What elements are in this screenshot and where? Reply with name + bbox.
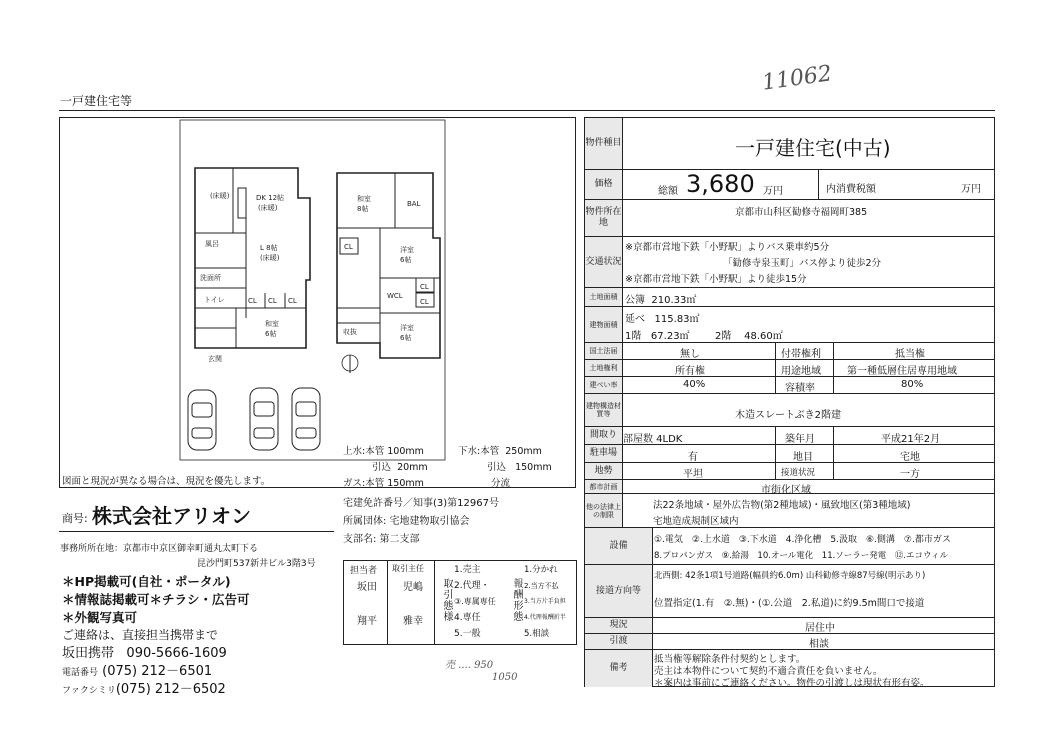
gas-type: 分流	[491, 478, 511, 489]
handwritten-note: 1050	[492, 672, 518, 683]
mode-label: 取引態様	[441, 578, 452, 622]
company-label: 商号:	[62, 512, 88, 525]
category-heading: 一戸建住宅等	[60, 94, 133, 108]
room-label: CL	[248, 297, 257, 305]
sewer-main: 下水:本管 250mm	[458, 446, 542, 457]
row-price: 価格 総額 3,680 万円 内消費税額 万円	[585, 170, 994, 200]
status: 居住中	[805, 623, 835, 634]
row-location: 物件所在地 京都市山科区勧修寺福岡町385	[585, 200, 994, 237]
laws-line: 法22条地域・屋外広告物(第2種地域)・風致地区(第3種地域)	[653, 500, 911, 511]
room-label: CL	[344, 243, 353, 251]
public-land: 無し	[680, 349, 700, 360]
floorplan-drawing	[60, 118, 577, 489]
water-draw: 引込 20mm	[372, 462, 428, 473]
built-label: 築年月	[785, 434, 815, 445]
room-label: CL	[288, 297, 297, 305]
row-terrain: 地勢 平坦 接道状況 一方	[585, 463, 994, 480]
room-label: (床暖)	[260, 254, 280, 262]
row-land-area: 土地面積 公簿 210.33㎡	[585, 288, 994, 307]
traffic-line: ※京都市営地下鉄「小野駅」より徒歩15分	[625, 274, 807, 285]
parking-cars	[188, 388, 320, 450]
heading-rule	[59, 110, 995, 111]
room-label: 6帖	[265, 330, 277, 338]
room-label: (床暖)	[258, 204, 278, 212]
terrain: 平坦	[683, 469, 703, 480]
zoning: 第一種低層住居専用地域	[847, 366, 957, 377]
property-table	[584, 117, 995, 687]
room-label: 8帖	[357, 205, 369, 213]
parking: 有	[688, 452, 698, 463]
tax-unit: 万円	[961, 184, 981, 195]
fee-list: 1.分かれ 2.当方不払 3.当方片手負担 4.代理報酬折半 5.相談	[524, 565, 566, 639]
handwritten-note: 売 .... 950	[445, 660, 494, 671]
zoning-label: 用途地域	[781, 366, 821, 377]
room-label: DK 12帖	[256, 194, 285, 202]
sewer-draw: 引込 150mm	[487, 462, 552, 473]
fee-label: 報酬形態	[511, 578, 522, 622]
row-laws: 他の法律上の制限 法22条地域・屋外広告物(第2種地域)・風致地区(第3種地域) 宅地造成規制区域内	[585, 494, 994, 528]
far: 80%	[901, 379, 924, 390]
torihiki-label: 取引主任	[392, 564, 424, 573]
license-number: 宅建免許番号／知事(3)第12967号	[343, 498, 499, 509]
branch: 支部名: 第二支部	[343, 534, 420, 545]
row-status: 現況 居住中	[585, 618, 994, 634]
built: 平成21年2月	[881, 434, 941, 445]
layout: 部屋数 4LDK	[623, 434, 683, 445]
floor2-area: 2階 48.60㎡	[715, 331, 783, 342]
road-line: 北西側: 42条1項1号道路(幅員約6.0m) 山科勧修寺線87号線(明示あり)	[654, 571, 926, 581]
room-label: 玄関	[208, 355, 222, 363]
room-label: 6帖	[400, 256, 412, 264]
contact-note: ご連絡は、直接担当携帯まで	[62, 628, 219, 642]
remark-line: ＊案内は事前にご連絡ください。物件の引渡しは現状有形有姿。	[654, 678, 930, 689]
permission-1: ＊HP掲載可(自社・ポータル)	[62, 574, 231, 589]
land-right: 所有権	[675, 366, 705, 377]
floor1-area: 1階 67.23㎡	[625, 331, 690, 342]
handover: 相談	[809, 639, 829, 650]
room-label: 風呂	[205, 240, 219, 248]
remark-line: 抵当権等解除条件付契約とします。	[654, 654, 806, 665]
total-label: 総額	[658, 186, 678, 197]
location: 京都市山科区勧修寺福岡町385	[735, 207, 868, 218]
far-label: 容積率	[785, 383, 815, 394]
office-address: 事務所所在地：京都市中京区御幸町通丸太町下る	[60, 544, 259, 554]
room-label: 和室	[265, 320, 279, 328]
row-traffic: 交通状況 ※京都市営地下鉄「小野駅」よりバス乗車約5分 「勧修寺泉玉町」バス停より徒歩2分 ※京都市営地下鉄「小野駅」より徒歩15分	[585, 237, 994, 288]
room-label: 洋室	[400, 324, 414, 332]
water-main: 上水:本管 100mm	[343, 446, 424, 457]
association: 所属団体: 宅地建物取引協会	[343, 516, 470, 527]
tax-label: 内消費税額	[826, 184, 876, 195]
ancillary: 抵当権	[895, 349, 925, 360]
row-facilities: 設備 ①.電気 ②.上水道 ③.下水道 4.浄化槽 5.汲取 ⑥.側溝 ⑦.都市ガス 8.プロパンガス ⑨.給湯 10.オール電化 11.ソーラー発電 ⑫.エコウィル	[585, 528, 994, 565]
row-parking: 駐車場 有 地目 宅地	[585, 445, 994, 463]
permission-2: ＊情報誌掲載可＊チラシ・広告可	[62, 592, 250, 607]
landcat-label: 地目	[793, 452, 813, 463]
traffic-line: ※京都市営地下鉄「小野駅」よりバス乗車約5分	[625, 242, 830, 253]
facilities-line: 8.プロパンガス ⑨.給湯 10.オール電化 11.ソーラー発電 ⑫.エコウィル	[654, 551, 948, 561]
remark-line: 売主は本物件について契約不適合責任を負いません。	[654, 666, 883, 677]
mode-list: 1.売主 2.代理・ ③.専属専任 4.専任 5.一般	[454, 565, 496, 639]
torihiki-name: 児嶋	[403, 582, 423, 593]
divider	[59, 531, 334, 532]
gas-main: ガス:本管 150mm	[343, 478, 424, 489]
row-layout: 間取り 部屋数 4LDK 築年月 平成21年2月	[585, 427, 994, 445]
row-land-right: 土地権利 所有権 用途地域 第一種低層住居専用地域	[585, 360, 994, 377]
tel: 電話番号 (075) 212－6501	[62, 664, 213, 679]
ancillary-label: 付帯権利	[781, 349, 821, 360]
property-type: 一戸建住宅(中古)	[735, 136, 891, 160]
floorplan-panel	[59, 117, 576, 488]
road-contact: 一方	[900, 469, 920, 480]
row-handover: 引渡 相談	[585, 634, 994, 650]
room-label: 収抜	[343, 328, 357, 336]
row-road: 接道方向等 北西側: 42条1項1号道路(幅員約6.0m) 山科勧修寺線87号線(明示あり) 位置指定(1.有 ②.無)・(①.公道 2.私道)に約9.5m間口で接道	[585, 565, 994, 618]
fax: ファクシミリ(075) 212－6502	[62, 682, 226, 697]
office-address-line2: 昆沙門町537新井ビル3階3号	[197, 559, 316, 569]
room-label: 洗面所	[200, 274, 221, 282]
land-area: 公簿 210.33㎡	[625, 295, 697, 306]
mobile-contact: 坂田携帯 090-5666-1609	[62, 646, 227, 661]
agent-grid	[343, 560, 577, 645]
room-label: WCL	[387, 292, 403, 300]
row-bcr: 建ぺい率 40% 容積率 80%	[585, 377, 994, 394]
laws-line: 宅地造成規制区域内	[653, 516, 739, 527]
road-line: 位置指定(1.有 ②.無)・(①.公道 2.私道)に約9.5m間口で接道	[654, 598, 925, 609]
row-public-land: 国土法届 無し 付帯権利 抵当権	[585, 343, 994, 360]
site-boundary	[180, 120, 445, 460]
room-label: トイレ	[204, 296, 225, 304]
bcr: 40%	[683, 379, 706, 390]
room-label: L 8帖	[260, 244, 278, 252]
structure: 木造スレートぶき2階建	[735, 410, 841, 421]
road-contact-label: 接道状況	[781, 468, 816, 478]
room-label: 洋室	[400, 246, 414, 254]
urban: 市街化区域	[761, 485, 811, 496]
tanto-label: 担当者	[350, 566, 378, 576]
priority-note: 図面と現況が異なる場合は、現況を優先します。	[62, 476, 271, 487]
room-label: (床暖)	[210, 192, 230, 200]
room-label: CL	[420, 283, 429, 291]
row-type: 物件種目 一戸建住宅(中古)	[585, 118, 994, 170]
company-name: 株式会社アリオン	[92, 504, 251, 528]
room-label: 6帖	[400, 334, 412, 342]
row-building-area: 建物面積 延べ 115.83㎡ 1階 67.23㎡ 2階 48.60㎡	[585, 307, 994, 343]
row-urban: 都市計画 市街化区域	[585, 480, 994, 494]
torihiki-name: 雅幸	[403, 616, 423, 627]
row-structure: 建物構造材質等 木造スレートぶき2階建	[585, 394, 994, 427]
traffic-line: 「勧修寺泉玉町」バス停より徒歩2分	[723, 258, 882, 269]
price: 3,680	[686, 170, 755, 198]
room-label: CL	[268, 297, 277, 305]
handwritten-number: 11062	[760, 61, 834, 96]
row-remarks: 備考 抵当権等解除条件付契約とします。 売主は本物件について契約不適合責任を負いません。 ＊案内は事前にご連絡ください。物件の引渡しは現状有形有姿。	[585, 650, 994, 687]
room-label: CL	[420, 298, 429, 306]
price-unit: 万円	[763, 186, 783, 197]
building-total: 延べ 115.83㎡	[625, 314, 700, 325]
tanto-name: 坂田	[357, 582, 377, 593]
room-label: BAL	[407, 200, 421, 208]
permission-3: ＊外観写真可	[62, 610, 138, 625]
room-label: 和室	[357, 195, 371, 203]
tanto-name: 翔平	[357, 616, 377, 627]
landcat: 宅地	[900, 452, 920, 463]
facilities-line: ①.電気 ②.上水道 ③.下水道 4.浄化槽 5.汲取 ⑥.側溝 ⑦.都市ガス	[654, 535, 951, 545]
